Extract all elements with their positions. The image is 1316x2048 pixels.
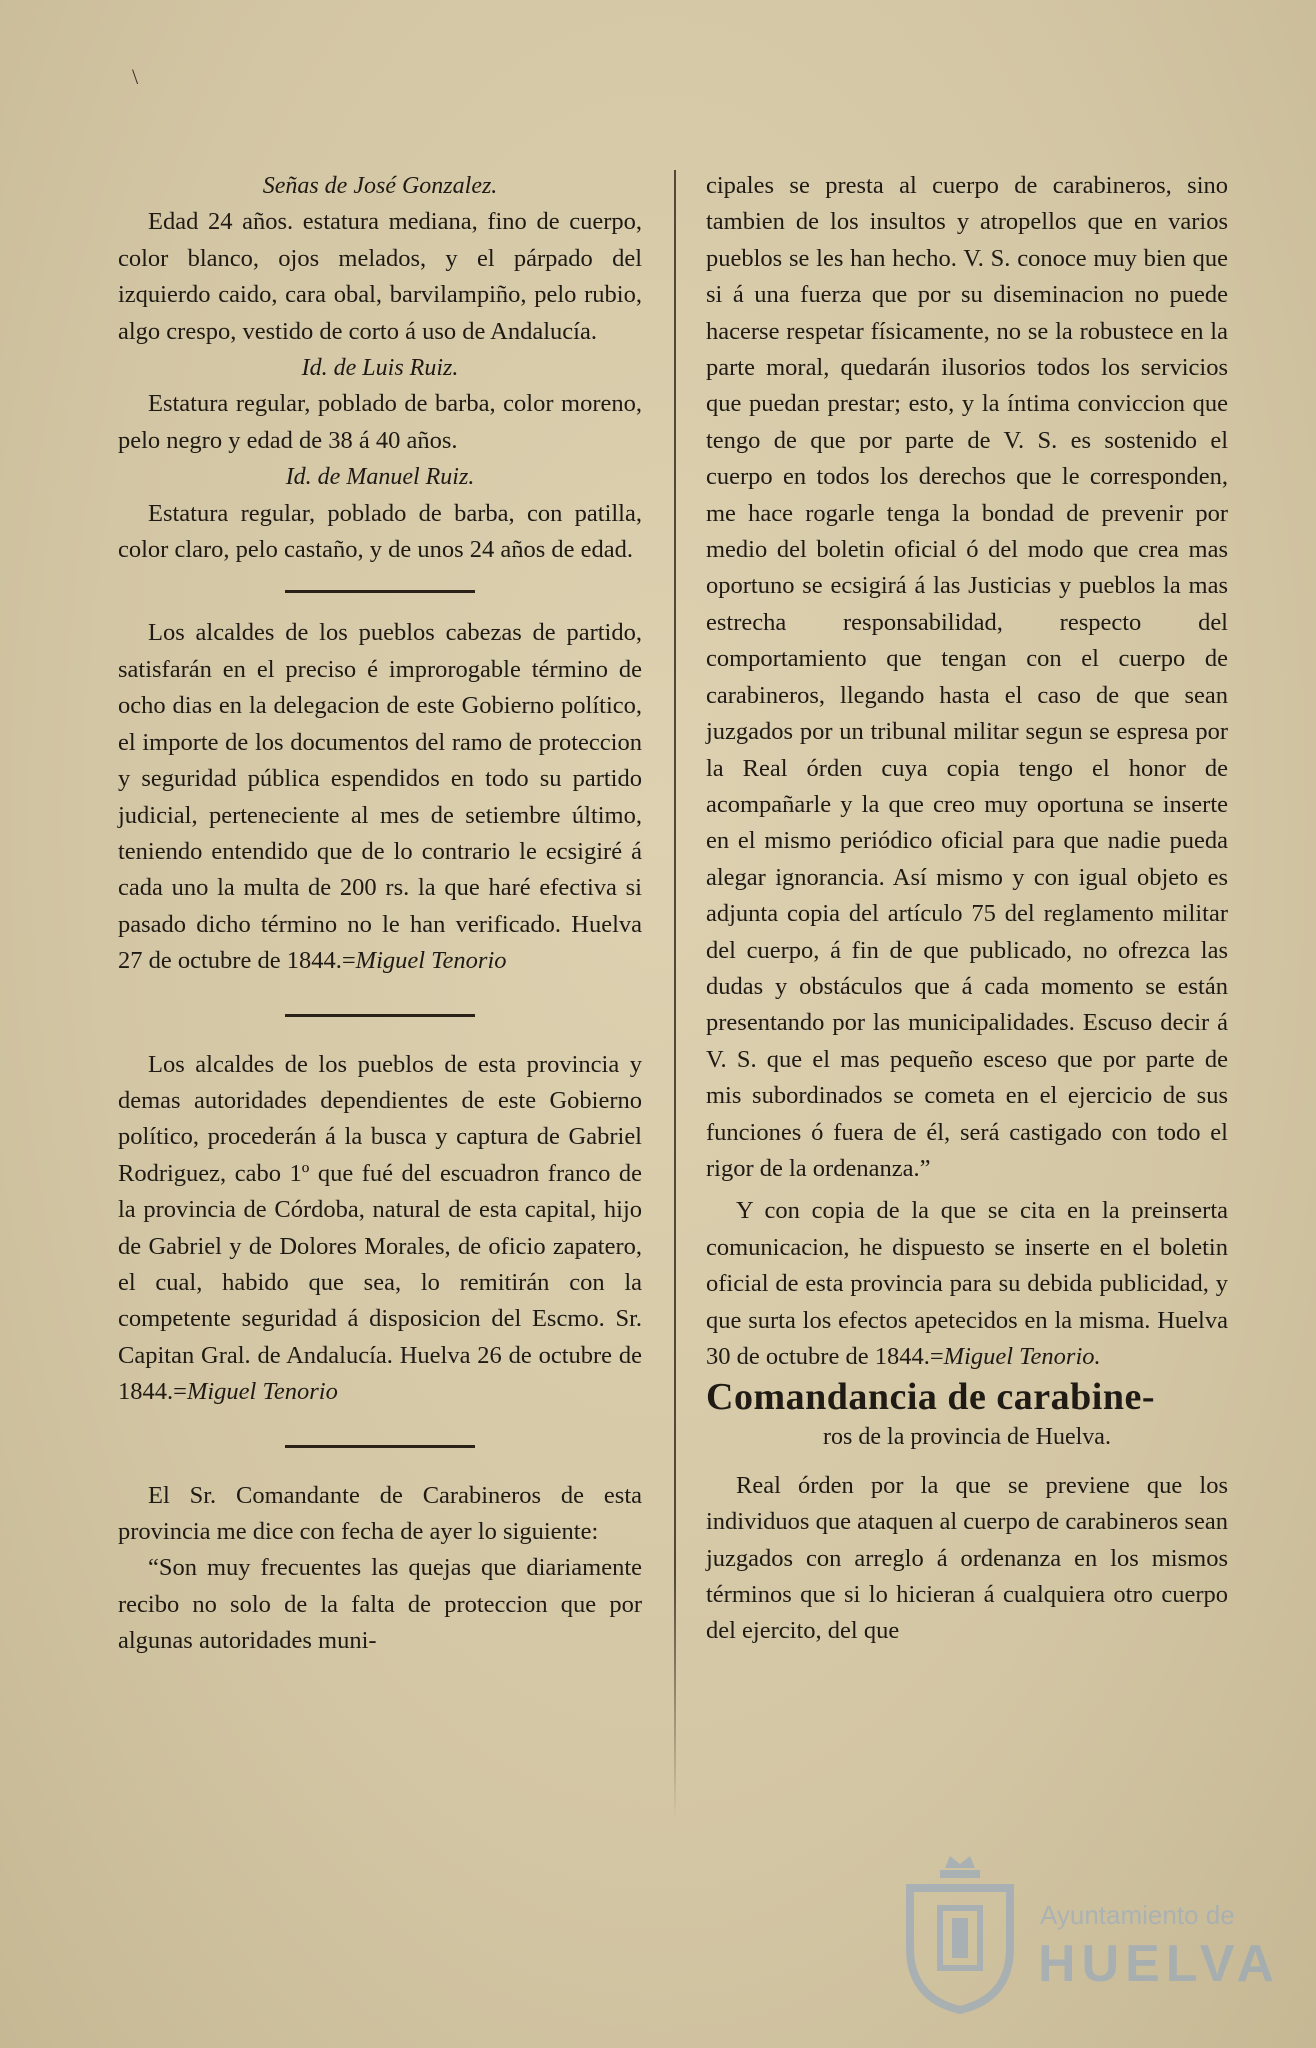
quote-continue: cipales se presta al cuerpo de carabineros, sino tambien de los insultos y atropellos que en varios pueblos se les han hecho. V. S. conoce muy bien que si á una fuerza que por su diseminacion no puede hacerse respetar físicamente, no se la robustece en la parte moral, quedarán ilusorios todos los servicios que puedan prestar; esto, y la íntima conviccion que tengo de que por parte de V. S. es sostenido el cuerpo en todos los derechos que le corresponden, me hace rogarle tenga la bondad de prevenir por medio del boletin oficial ó del modo que crea mas oportuno se ecsigirá á las Justicias y pueblos la mas estrecha responsabilidad, respecto del comportamiento que tengan con el cuerpo de carabineros, llegando hasta el caso de que sean juzgados por un tribunal militar segun se espresa por la Real órden cuya copia tengo el honor de acompañarle y la que creo muy oportuna se inserte en el mismo periódico oficial para que nadie pueda alegar ignorancia. Así mismo y con igual objeto es adjunta copia del artículo 75 del reglamento militar del cuerpo, á fin de que publicado, no ofrezca las dudas y obstáculos que á cada momento se están presentando por las municipalidades. Escuso decir á V. S. que el mas pequeño esceso que por parte de mis subordinados se cometa en el ejercicio de sus funciones ó fuera de él, será castigado con todo el rigor de la ordenanza.” <box>706 172 1228 1182</box>
watermark-line1: Ayuntamiento de <box>1040 1900 1235 1930</box>
copia-signature: Miguel Tenorio. <box>943 1343 1101 1370</box>
section-title: Comandancia de carabine- <box>706 1376 1155 1419</box>
real-orden-text: Real órden por la que se previene que los individuos que ataquen al cuerpo de carabineros sean juzgados con arreglo á ordenanza en los mismos términos que si lo hicieran á cualquiera otro cuerpo del ejercito, del que <box>706 1471 1228 1645</box>
heading-jose-gonzalez: Señas de José Gonzalez. <box>262 173 498 199</box>
description-jose: Edad 24 años. estatura mediana, fino de cuerpo, color blanco, ojos melados, y el párpado del izquierdo caido, cara obal, barvilampiño, pelo rubio, algo crespo, vestido de corto á uso de Andalucía. <box>118 208 642 345</box>
column-divider <box>674 170 676 1820</box>
coat-of-arms-icon <box>900 1848 1020 2018</box>
heading-luis-ruiz: Id. de Luis Ruiz. <box>301 355 459 382</box>
divider-rule <box>285 590 475 593</box>
heading-manuel-ruiz: Id. de Manuel Ruiz. <box>285 464 475 491</box>
description-manuel: Estatura regular, poblado de barba, con patilla, color claro, pelo castaño, y de unos 24 años de edad. <box>118 499 642 564</box>
notice-busca-captura <box>118 1047 642 1411</box>
notice-busca-signature: Miguel Tenorio <box>186 1378 338 1406</box>
section-subtitle: ros de la provincia de Huelva. <box>823 1424 1111 1451</box>
description-luis: Estatura regular, poblado de barba, color moreno, pelo negro y edad de 38 á 40 años. <box>118 390 642 454</box>
notice-alcaldes <box>118 615 642 979</box>
right-column <box>706 168 1228 1650</box>
divider-rule <box>285 1445 475 1448</box>
comandante-intro: El Sr. Comandante de Carabineros de esta provincia me dice con fecha de ayer lo siguiente: <box>118 1481 642 1545</box>
copia-notice-text: Y con copia de la que se cita en la preinserta comunicacion, he dispuesto se inserte en el boletin oficial de esta provincia para su debida publicidad, y que surta los efectos apetecidos en la misma. Huelva 30 de octubre de 1844.= <box>706 1197 1228 1370</box>
corner-mark: \ <box>132 64 139 89</box>
notice-busca-text: Los alcaldes de los pueblos de esta provincia y demas autoridades dependientes de este Gobierno político, procederán á la busca y captura de Gabriel Rodriguez, cabo 1º que fué del escuadron franco de la provincia de Córdoba, natural de esta capital, hijo de Gabriel y de Dolores Morales, de oficio zapatero, el cual, habido que sea, lo remitirán con la competente seguridad á disposicion del Escmo. Sr. Capitan Gral. de Andalucía. Huelva 26 de octubre de 1844.= <box>118 1050 642 1406</box>
quote-start: “Son muy frecuentes las quejas que diariamente recibo no solo de la falta de proteccion que por algunas autoridades muni- <box>118 1554 642 1655</box>
notice-alcaldes-signature: Miguel Tenorio <box>355 947 507 975</box>
watermark-logo <box>900 1848 1280 2028</box>
watermark-line2: HUELVA <box>1038 1935 1281 1993</box>
divider-rule <box>285 1014 475 1017</box>
left-column <box>118 168 642 1660</box>
notice-alcaldes-text: Los alcaldes de los pueblos cabezas de partido, satisfarán en el preciso é improrogable término de ocho dias en la delegacion de este Gobierno político, el importe de los documentos del ramo de proteccion y seguridad pública espendidos en todo su partido judicial, perteneciente al mes de setiembre último, teniendo entendido que de lo contrario le ecsigiré á cada uno la multa de 200 rs. la que haré efectiva si pasado dicho término no le han verificado. Huelva 27 de octubre de 1844.= <box>118 619 642 975</box>
copia-notice <box>706 1193 1228 1375</box>
